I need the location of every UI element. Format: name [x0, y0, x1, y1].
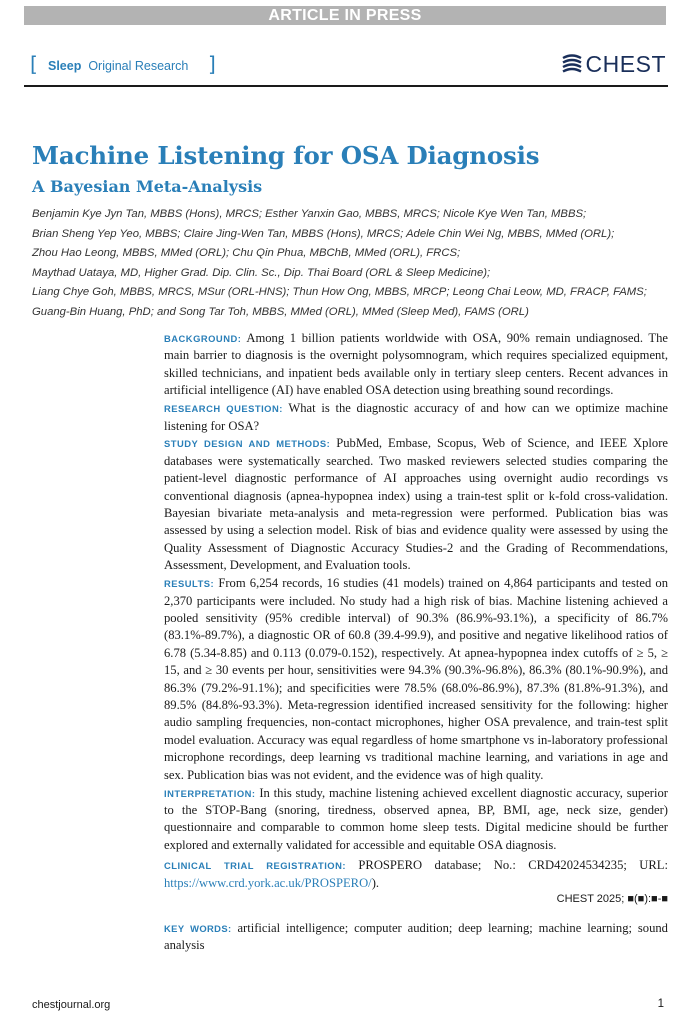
chest-logo-icon — [561, 54, 583, 74]
article-subtitle: A Bayesian Meta-Analysis — [32, 177, 263, 196]
abstract-keywords — [164, 920, 668, 955]
methods-label: STUDY DESIGN AND METHODS: — [164, 438, 331, 450]
abstract-interpretation — [164, 785, 668, 855]
article-category: Original Research — [88, 59, 189, 73]
results-text: From 6,254 records, 16 studies (41 models) trained on 4,864 participants and tested on 2,370 participants were included. No study had a high risk of bias. Machine listening achieved a pooled sensitivity (95% credible interval) of 90.3% (86.9%-93.1%), a specificity of 86.7% (83.1%-89.7%), a diagnostic OR of 60.8 (39.4-99.9), and positive and negative likelihood ratios of 6.78 (5.34-8.85) and 0.113 (0.079-0.152), respectively. At apnea-hypopnea index cutoffs of ≥ 5, ≥ 15, and ≥ 30 events per hour, sensitivities were 94.3% (90.3%-96.8%), 86.3% (80.1%-90.9%), and 86.3% (79.2%-91.1%); and specificities were 78.5% (68.0%-86.9%), 87.3% (81.8%-91.3%), and 89.5% (84.8%-93.3%). Meta-regression identified increased sensitivity for the following: higher audio sampling frequencies, non-contact microphones, higher OSA prevalence, and train-test split model evaluation. Accuracy was equal regardless of home smartphone vs in-laboratory professional microphone recordings, deep learning vs traditional machine learning, and variations in age and sex. Publication bias was not evident, and the evidence was of high quality. — [164, 576, 668, 782]
author-line: Maythad Uataya, MD, Higher Grad. Dip. Clin. Sc., Dip. Thai Board (ORL & Sleep Medicine); — [32, 266, 491, 279]
article-in-press-banner: ARTICLE IN PRESS — [24, 6, 666, 25]
page-number: 1 — [657, 998, 664, 1010]
registration-link[interactable]: https://www.crd.york.ac.uk/PROSPERO/ — [164, 875, 372, 890]
interpretation-text: In this study, machine listening achieved excellent diagnostic accuracy, superior to the STOP-Bang (snoring, tiredness, observed apnea, BP, BMI, age, neck size, gender) questionnaire and comparable to common home sleep tests. Digital medicine should be further explored and externally validated for accessible and equitable OSA diagnosis. — [164, 785, 668, 852]
author-line: Guang-Bin Huang, PhD; and Song Tar Toh, MBBS, MMed (ORL), MMed (Sleep Med), FAMS (ORL) — [32, 305, 529, 318]
registration-label: CLINICAL TRIAL REGISTRATION: — [164, 860, 346, 872]
abstract-registration — [164, 857, 668, 892]
interpretation-label: INTERPRETATION: — [164, 787, 256, 799]
author-line: Zhou Hao Leong, MBBS, MMed (ORL); Chu Qin Phua, MBChB, MMed (ORL), FRCS; — [32, 247, 461, 259]
abstract — [164, 330, 668, 955]
author-line: Liang Chye Goh, MBBS, MRCS, MSur (ORL-HNS); Thun How Ong, MBBS, MRCP; Leong Chai Leow, MD, FRACP, FAMS; — [32, 286, 647, 298]
journal-header — [28, 51, 668, 80]
keywords-text: artificial intelligence; computer audition; deep learning; machine learning; sound analysis — [164, 920, 668, 952]
background-label: BACKGROUND: — [164, 333, 242, 344]
section-name: Sleep — [48, 59, 82, 73]
keywords-label: KEY WORDS: — [164, 922, 232, 934]
author-line: Benjamin Kye Jyn Tan, MBBS (Hons), MRCS; Esther Yanxin Gao, MBBS, MRCS; Nicole Kye Wen Tan, MBBS; — [32, 208, 587, 220]
chest-logo — [561, 50, 666, 78]
abstract-question — [164, 400, 668, 435]
question-text: What is the diagnostic accuracy of and how can we optimize machine listening for OSA? — [164, 401, 668, 433]
chest-logo-text: CHEST — [585, 51, 666, 77]
article-title: Machine Listening for OSA Diagnosis — [32, 141, 540, 170]
journal-citation: CHEST 2025; ■(■):■-■ — [556, 892, 668, 905]
author-line: Brian Sheng Yep Yeo, MBBS; Claire Jing-Wen Tan, MBBS (Hons), MRCS; Adele Chin Wei Ng, MBBS, MMed (ORL); — [32, 227, 615, 240]
right-bracket: ] — [208, 52, 216, 76]
background-text: Among 1 billion patients worldwide with OSA, 90% remain undiagnosed. The main barrier to diagnosis is the overnight polysomnogram, which requires specialized equipment, skilled technicians, and inpatient beds available only in tertiary sleep centers. Recent advances in artificial intelligence (AI) have enabled OSA detection using breathing sound recordings. — [164, 331, 668, 398]
question-label: RESEARCH QUESTION: — [164, 403, 283, 415]
registration-end: ). — [371, 875, 380, 890]
section-label — [48, 59, 188, 73]
author-list — [32, 205, 672, 322]
results-label: RESULTS: — [164, 578, 215, 590]
registration-text: PROSPERO database; No.: CRD42024534235; URL: — [358, 858, 668, 873]
abstract-methods — [164, 435, 668, 574]
header-divider — [24, 85, 668, 87]
journal-website: chestjournal.org — [32, 999, 111, 1011]
methods-text: PubMed, Embase, Scopus, Web of Science, and IEEE Xplore databases were systematically searched. Two masked reviewers selected studies comparing the patient-level diagnostic performance of AI approaches using overnight audio recordings vs conventional diagnosis (apnea-hypopnea index) using a train-test split or k-fold cross-validation. Bayesian bivariate meta-analysis and meta-regression were performed. Publication bias was assessed by using a selection model. Risk of bias and evidence quality were assessed by using the Quality Assessment of Diagnostic Accuracy Studies-2 and the Grading of Recommendations, Assessment, Development, and Evaluation tools. — [164, 436, 669, 573]
abstract-results — [164, 575, 668, 784]
left-bracket: [ — [30, 52, 38, 76]
abstract-background — [164, 330, 668, 400]
